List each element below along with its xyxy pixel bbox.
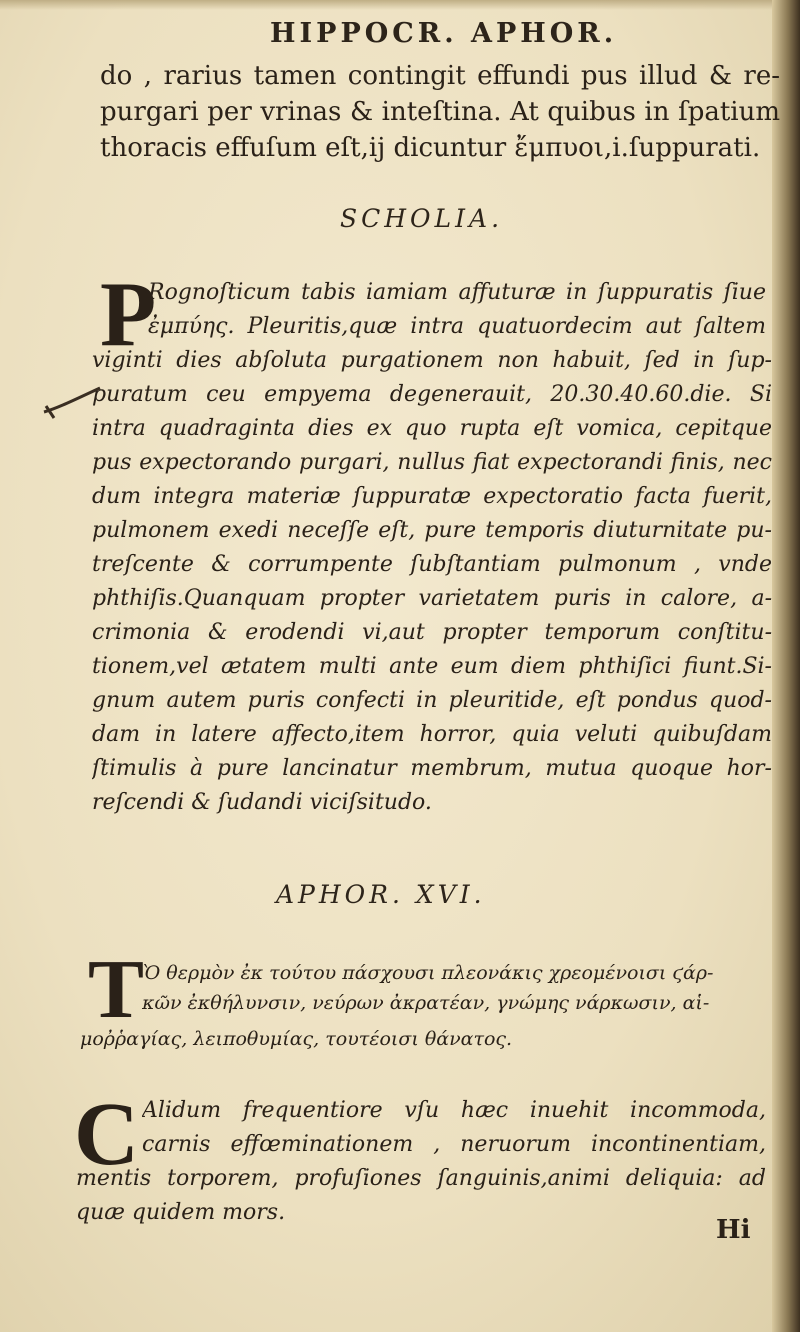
scholia-line: Rognoſticum tabis iamiam affuturæ in ſuppuratis ſiue bbox=[148, 280, 766, 305]
body-line: purgari per vrinas & inteſtina. At quibus in ſpatium bbox=[100, 97, 780, 127]
greek-line: Ὸ θερμὸν ἐκ τούτου πάσχουσι πλεονάκις χρεομένοισι ϛάρ- bbox=[142, 962, 714, 984]
greek-line: κῶν ἐκθήλυνσιν, νεύρων ἀκρατέαν, γνώμης νάρκωσιν, αἱ- bbox=[142, 992, 710, 1014]
scholia-line: puratum ceu empyema degenerauit, 20.30.40.60.die. Si bbox=[92, 382, 772, 407]
greek-line: μοῤῥαγίας, λειποθυμίας, τουτέοισι θάνατος. bbox=[80, 1028, 513, 1050]
scholia-line: intra quadraginta dies ex quo rupta eſt vomica, cepitque bbox=[92, 416, 772, 441]
scholia-line: pulmonem exedi neceſſe eſt, pure temporis diuturnitate pu- bbox=[92, 518, 772, 543]
scholia-line: treſcente & corrumpente ſubſtantiam pulmonum , vnde bbox=[92, 552, 772, 577]
latin-drop-cap: C bbox=[74, 1085, 139, 1184]
latin-line: carnis effœminationem , neruorum incontinentiam, bbox=[142, 1132, 766, 1157]
scholia-line: gnum autem puris confecti in pleuritide, eſt pondus quod- bbox=[92, 688, 772, 713]
scholia-line: phthiſis.Quanquam propter varietatem puris in calore, a- bbox=[92, 586, 772, 611]
running-head: HIPPOCR. APHOR. bbox=[270, 18, 618, 49]
scholia-line: dam in latere affecto,item horror, quia veluti quibuſdam bbox=[92, 722, 772, 747]
scholia-drop-cap: P bbox=[100, 263, 157, 365]
scholia-line: viginti dies abſoluta purgationem non habuit, ſed in ſup- bbox=[92, 348, 772, 373]
scholia-line: crimonia & erodendi vi,aut propter temporum conſtitu- bbox=[92, 620, 772, 645]
scholia-line: ἐμπύης. Pleuritis,quæ intra quatuordecim aut ſaltem bbox=[148, 314, 766, 339]
scholia-line: reſcendi & ſudandi viciſsitudo. bbox=[92, 790, 432, 815]
scholia-line: ſtimulis à pure lancinatur membrum, mutua quoque hor- bbox=[92, 756, 772, 781]
latin-line: mentis torporem, profuſiones ſanguinis,animi deliquia: ad bbox=[76, 1166, 766, 1191]
ink-annotation-mark bbox=[40, 382, 110, 422]
latin-line: quæ quidem mors. bbox=[76, 1200, 286, 1225]
greek-drop-cap: T bbox=[88, 943, 145, 1036]
aphorism-heading: APHOR. XVI. bbox=[276, 880, 486, 909]
scholia-line: tionem,vel ætatem multi ante eum diem phthiſici fiunt.Si- bbox=[92, 654, 772, 679]
latin-line: Alidum frequentiore vſu hæc inuehit incommoda, bbox=[142, 1098, 766, 1123]
scholia-heading: SCHOLIA. bbox=[340, 204, 504, 233]
body-line: do , rarius tamen contingit effundi pus illud & re- bbox=[100, 61, 780, 91]
body-line: thoracis effuſum eſt,ij dicuntur ἔμπυοι,i.ſuppurati. bbox=[100, 133, 761, 163]
scholia-line: pus expectorando purgari, nullus fiat expectorandi finis, nec bbox=[92, 450, 772, 475]
scholia-line: dum integra materiæ ſuppuratæ expectoratio facta fuerit, bbox=[92, 484, 772, 509]
catchword: Hi bbox=[716, 1215, 751, 1245]
binding-gutter bbox=[772, 0, 800, 1332]
